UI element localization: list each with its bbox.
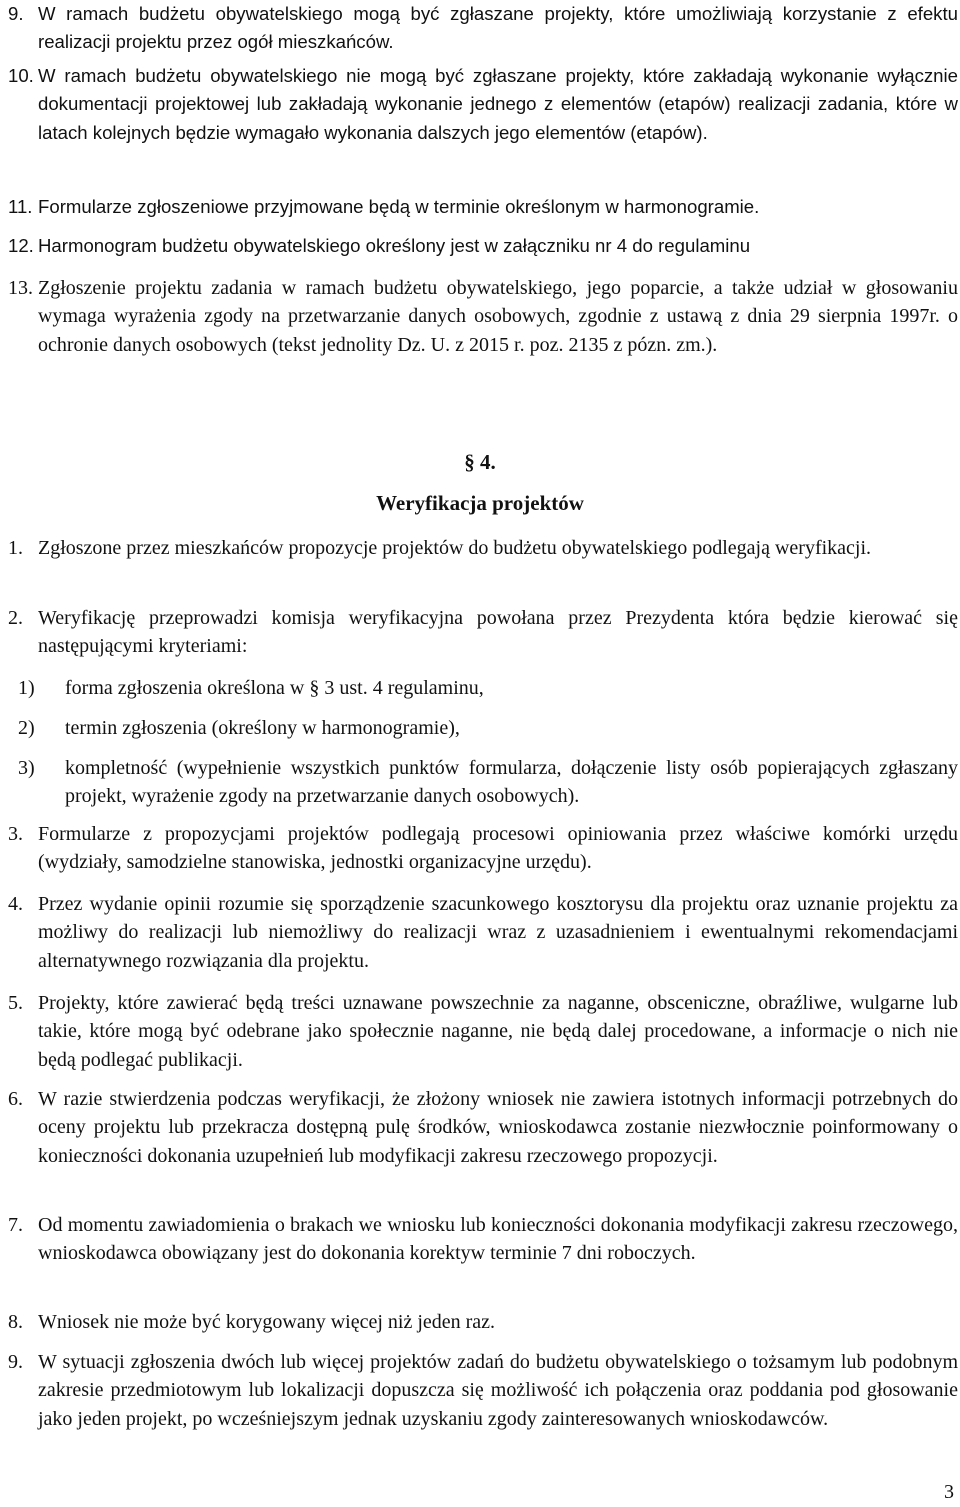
item-text: Formularze z propozycjami projektów podlegają procesowi opiniowania przez właściwe komórki urzędu (wydziały, samodzielne stanowiska, jednostki organizacyjne urzędu). xyxy=(38,823,958,874)
item-number: 12. xyxy=(8,235,34,256)
criteria-item-3 xyxy=(18,754,958,811)
item-number: 4. xyxy=(8,893,23,915)
item-text: W ramach budżetu obywatelskiego mogą być zgłaszane projekty, które umożliwiają korzystanie z efektu realizacji projektu przez ogół mieszkańców. xyxy=(38,3,958,53)
section-number xyxy=(0,450,960,475)
list-item-2 xyxy=(8,604,958,661)
list-item-11 xyxy=(8,193,958,221)
item-number: 7. xyxy=(8,1214,23,1236)
item-text: W razie stwierdzenia podczas weryfikacji, że złożony wniosek nie zawiera istotnych informacji potrzebnych do oceny projektu lub przekracza dostępną pulę środków, wnioskodawca zostanie niezwłocznie poinformowany o konieczności dokonania uzupełnień lub modyfikacji zakresu rzeczowego propozycji. xyxy=(38,1088,958,1167)
item-text: Zgłoszenie projektu zadania w ramach budżetu obywatelskiego, jego poparcie, a także udział w głosowaniu wymaga wyrażenia zgody na przetwarzanie danych osobowych, zgodnie z ustawą z dnia 29 sierpnia 1997r. o ochronie danych osobowych (tekst jednolity Dz. U. z 2015 r. poz. 2135 z pózn. zm.). xyxy=(38,277,958,356)
criteria-number: 2) xyxy=(18,717,35,739)
list-item-5 xyxy=(8,989,958,1074)
item-text: Formularze zgłoszeniowe przyjmowane będą w terminie określonym w harmonogramie. xyxy=(38,196,760,217)
item-text: Przez wydanie opinii rozumie się sporządzenie szacunkowego kosztorysu dla projektu oraz uznanie projektu za możliwy do realizacji lub niemożliwy do realizacji wraz z uzasadnieniem i ewentualnymi rekomendacjami alternatywnego rozwiązania dla projektu. xyxy=(38,893,958,972)
item-number: 1. xyxy=(8,537,23,559)
criteria-number: 3) xyxy=(18,757,35,779)
item-number: 2. xyxy=(8,607,23,629)
item-number: 11. xyxy=(8,196,33,217)
list-item-9b xyxy=(8,1348,958,1433)
list-item-3 xyxy=(8,820,958,877)
item-text: Zgłoszone przez mieszkańców propozycje projektów do budżetu obywatelskiego podlegają weryfikacji. xyxy=(38,537,872,559)
page-number: 3 xyxy=(944,1481,954,1503)
item-text: Projekty, które zawierać będą treści uznawane powszechnie za naganne, obsceniczne, obraźliwe, wulgarne lub takie, które mogą być odebrane jako społecznie naganne, nie będą dalej procedowane, a informacje o nich nie będą podlegać publikacji. xyxy=(38,992,958,1071)
list-item-7 xyxy=(8,1211,958,1268)
item-text: Wniosek nie może być korygowany więcej niż jeden raz. xyxy=(38,1311,496,1333)
section-number-text: 4. xyxy=(480,450,496,474)
criteria-text: termin zgłoszenia (określony w harmonogramie), xyxy=(65,717,460,739)
list-item-12 xyxy=(8,232,958,260)
list-item-1 xyxy=(8,534,958,562)
item-text: Weryfikację przeprowadzi komisja weryfikacyjna powołana przez Prezydenta która będzie kierować się następującymi kryteriami: xyxy=(38,607,958,658)
criteria-text: forma zgłoszenia określona w § 3 ust. 4 regulaminu, xyxy=(65,677,484,699)
list-item-8 xyxy=(8,1308,958,1336)
item-text: W sytuacji zgłoszenia dwóch lub więcej projektów zadań do budżetu obywatelskiego o tożsamym lub podobnym zakresie przedmiotowym lub lokalizacji dopuszcza się możliwość ich połączenia oraz poddania pod głosowanie jako jeden projekt, po wcześniejszym jednak uzyskaniu zgody zainteresowanych wnioskodawców. xyxy=(38,1351,958,1430)
item-number: 5. xyxy=(8,992,23,1014)
criteria-number: 1) xyxy=(18,677,35,699)
item-number: 6. xyxy=(8,1088,23,1110)
list-item-9 xyxy=(8,0,958,57)
section-title: Weryfikacja projektów xyxy=(376,491,584,515)
item-number: 8. xyxy=(8,1311,23,1333)
item-text: Od momentu zawiadomienia o brakach we wniosku lub konieczności dokonania modyfikacji zakresu rzeczowego, wnioskodawca obowiązany jest do dokonania korektyw terminie 7 dni roboczych. xyxy=(38,1214,958,1265)
criteria-item-2 xyxy=(18,714,958,742)
item-text: W ramach budżetu obywatelskiego nie mogą być zgłaszane projekty, które zakładają wykonanie wyłącznie dokumentacji projektowej lub zakładają wykonanie jednego z elementów (etapów) realizacji zadania, które w latach kolejnych będzie wymagało wykonania dalszych jego elementów (etapów). xyxy=(38,65,958,143)
item-number: 3. xyxy=(8,823,23,845)
item-number: 9. xyxy=(8,3,24,24)
item-number: 13. xyxy=(8,277,33,299)
section-symbol: § xyxy=(464,450,475,474)
list-item-10 xyxy=(8,62,958,147)
list-item-4 xyxy=(8,890,958,975)
item-number: 9. xyxy=(8,1351,23,1373)
criteria-item-1 xyxy=(18,674,958,702)
list-item-13 xyxy=(8,274,958,359)
list-item-6 xyxy=(8,1085,958,1170)
criteria-text: kompletność (wypełnienie wszystkich punktów formularza, dołączenie listy osób popierających zgłaszany projekt, wyrażenie zgody na przetwarzanie danych osobowych). xyxy=(65,757,958,808)
item-text: Harmonogram budżetu obywatelskiego określony jest w załączniku nr 4 do regulaminu xyxy=(38,235,751,256)
item-number: 10. xyxy=(8,65,34,86)
